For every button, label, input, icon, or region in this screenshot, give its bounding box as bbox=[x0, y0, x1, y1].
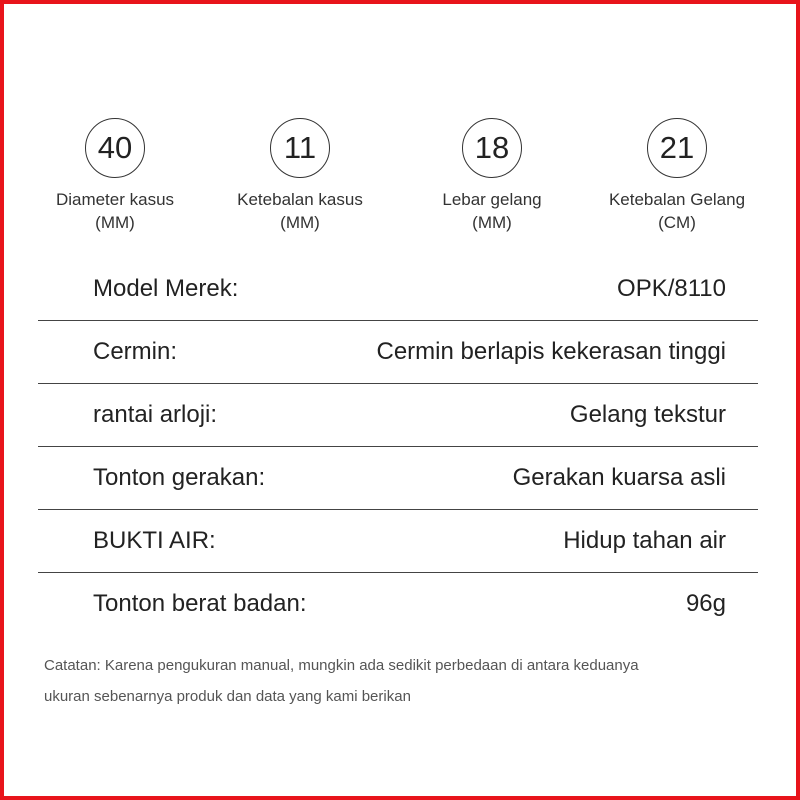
stat-label: Lebar gelang (MM) bbox=[442, 190, 542, 232]
stat-value-circle: 18 bbox=[462, 118, 522, 178]
stat-band-thickness bbox=[577, 118, 777, 234]
stat-label: Ketebalan Gelang (CM) bbox=[608, 190, 746, 232]
spec-row-mirror bbox=[38, 321, 758, 383]
spec-label: Tonton gerakan: bbox=[93, 464, 266, 491]
spec-value: Gelang tekstur bbox=[569, 401, 726, 428]
spec-row-model bbox=[38, 258, 758, 320]
spec-table bbox=[38, 258, 758, 635]
stat-case-thickness bbox=[200, 118, 400, 234]
spec-label: Cermin: bbox=[93, 338, 178, 365]
spec-value: Gerakan kuarsa asli bbox=[512, 464, 726, 491]
stat-value-circle: 21 bbox=[647, 118, 707, 178]
dimension-stats bbox=[0, 118, 800, 248]
spec-row-weight bbox=[38, 573, 758, 635]
spec-label: BUKTI AIR: bbox=[93, 527, 216, 554]
spec-value: 96g bbox=[685, 590, 726, 617]
spec-row-movement bbox=[38, 447, 758, 509]
stat-case-diameter bbox=[15, 118, 215, 234]
spec-value: Cermin berlapis kekerasan tinggi bbox=[376, 338, 726, 365]
stat-band-width bbox=[392, 118, 592, 234]
spec-value: Hidup tahan air bbox=[563, 527, 726, 554]
spec-row-waterproof bbox=[38, 510, 758, 572]
stat-value-circle: 11 bbox=[270, 118, 330, 178]
spec-row-strap bbox=[38, 384, 758, 446]
spec-label: Model Merek: bbox=[93, 275, 239, 302]
stat-label: Diameter kasus (MM) bbox=[55, 190, 175, 232]
spec-value: OPK/8110 bbox=[617, 275, 726, 302]
stat-label: Ketebalan kasus (MM) bbox=[237, 190, 363, 232]
spec-label: Tonton berat badan: bbox=[93, 590, 307, 617]
stat-value-circle: 40 bbox=[85, 118, 145, 178]
measurement-note: Catatan: Karena pengukuran manual, mungkin ada sedikit perbedaan di antara keduanya ukuran sebenarnya produk dan data yang kami berikan bbox=[44, 657, 639, 705]
spec-label: rantai arloji: bbox=[93, 401, 218, 428]
